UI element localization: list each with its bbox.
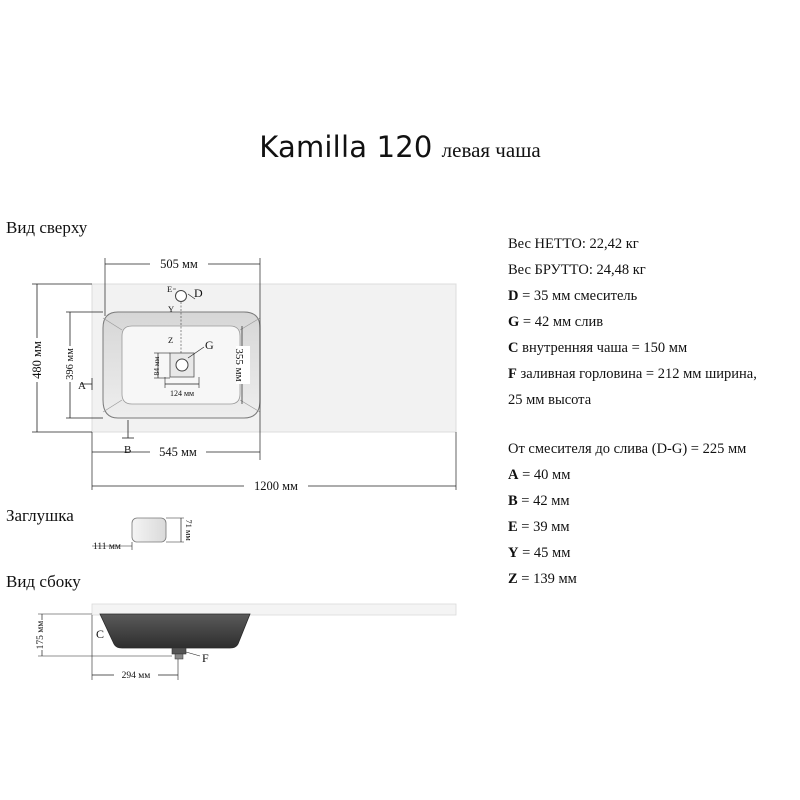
label-Y: Y xyxy=(168,304,175,314)
dim-505: 505 мм xyxy=(160,257,198,271)
spec-gross-weight: Вес БРУТТО: 24,48 кг xyxy=(508,262,646,278)
dim-480: 480 мм xyxy=(30,341,44,379)
plug-shape xyxy=(132,518,166,542)
label-D: D xyxy=(194,286,203,300)
label-Z: Z xyxy=(168,335,174,345)
model-variant: левая чаша xyxy=(441,138,541,162)
spec-g xyxy=(508,312,798,338)
spec-e-text: = 39 мм xyxy=(517,519,570,535)
plug-view xyxy=(92,518,194,552)
side-view-label: Вид сбоку xyxy=(6,572,81,591)
specs-list xyxy=(508,234,798,595)
spec-c-text: внутренняя чаша = 150 мм xyxy=(518,340,688,356)
dim-124: 124 мм xyxy=(169,389,195,398)
spec-d xyxy=(508,286,798,312)
label-A: A xyxy=(78,380,86,392)
spec-b xyxy=(508,491,798,517)
side-label-C: C xyxy=(96,627,105,641)
spec-g-key: G xyxy=(508,314,520,330)
dim-1200: 1200 мм xyxy=(254,479,298,493)
spec-f-continued: 25 мм высота xyxy=(508,392,592,408)
plug-view-label: Заглушка xyxy=(6,506,74,525)
spec-f-key: F xyxy=(508,366,517,382)
spec-f xyxy=(508,364,798,390)
side-drain xyxy=(172,648,186,654)
dim-355: 355 мм xyxy=(233,348,245,382)
spec-g-text: = 42 мм слив xyxy=(519,314,604,330)
label-G: G xyxy=(205,338,214,352)
dim-545: 545 мм xyxy=(159,445,197,459)
top-view xyxy=(30,256,456,493)
spec-y xyxy=(508,543,798,569)
side-label-F: F xyxy=(202,651,209,665)
faucet-hole xyxy=(176,291,187,302)
model-name: Kamilla 120 xyxy=(259,130,433,164)
spec-a xyxy=(508,465,798,491)
dim-396: 396 мм xyxy=(65,348,76,380)
plug-dim-111: 111 мм xyxy=(93,542,121,552)
spec-net-weight: Вес НЕТТО: 22,42 кг xyxy=(508,236,639,252)
spec-y-key: Y xyxy=(508,545,519,561)
label-B: B xyxy=(124,444,132,456)
spec-a-text: = 40 мм xyxy=(518,467,571,483)
spec-d-text: = 35 мм смеситель xyxy=(518,288,638,304)
spec-e-key: E xyxy=(508,519,518,535)
spec-z-key: Z xyxy=(508,571,518,587)
plug-dim-71: 71 мм xyxy=(184,519,194,541)
side-slab xyxy=(92,604,456,615)
spec-z xyxy=(508,569,798,595)
drain-hole xyxy=(176,359,188,371)
spec-a-key: A xyxy=(508,467,519,483)
side-dim-294: 294 мм xyxy=(121,671,151,681)
spec-c-key: C xyxy=(508,340,519,356)
spec-y-text: = 45 мм xyxy=(518,545,571,561)
spec-e xyxy=(508,517,798,543)
side-dim-175: 175 мм xyxy=(36,620,46,650)
spec-c xyxy=(508,338,798,364)
spec-b-key: B xyxy=(508,493,518,509)
spec-b-text: = 42 мм xyxy=(517,493,570,509)
spec-d-key: D xyxy=(508,288,519,304)
top-view-label: Вид сверху xyxy=(6,218,88,237)
dim-84: 84 мм xyxy=(152,356,161,376)
side-bowl xyxy=(100,614,250,648)
spec-dg-distance: От смесителя до слива (D-G) = 225 мм xyxy=(508,441,747,457)
spec-f-text: заливная горловина = 212 мм ширина, xyxy=(516,366,757,382)
label-E: E xyxy=(167,284,173,294)
spec-z-text: = 139 мм xyxy=(517,571,577,587)
side-view xyxy=(34,604,456,681)
